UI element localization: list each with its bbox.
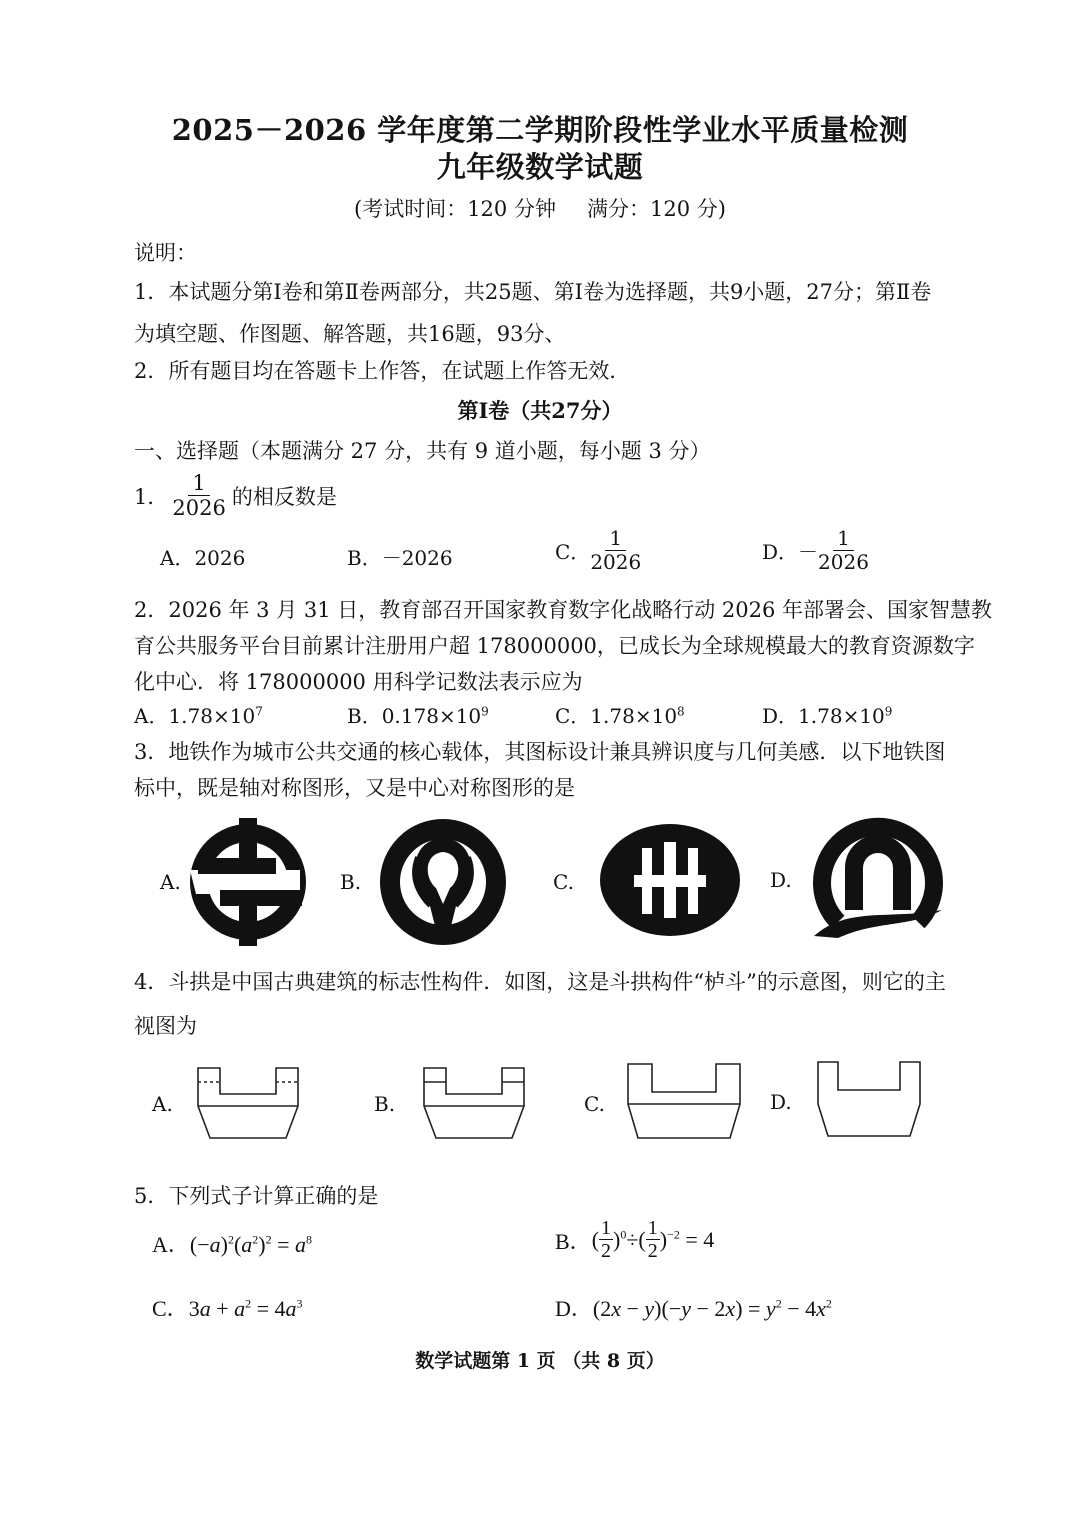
q3-label-d: D. xyxy=(770,868,792,892)
q1-option-c xyxy=(555,528,641,573)
q1-stem xyxy=(134,472,337,519)
q3-logo-c-icon xyxy=(598,820,742,940)
q3-line1: 3．地铁作为城市公共交通的核心载体，其图标设计兼具辨识度与几何美感．以下地铁图 xyxy=(134,740,946,764)
q4-line1: 4．斗拱是中国古典建筑的标志性构件．如图，这是斗拱构件“栌斗”的示意图，则它的主 xyxy=(134,970,946,994)
q2-option-d: D．$1.78\times 10^9$ xyxy=(762,704,893,728)
exam-time: (考试时间：120 分钟 xyxy=(354,197,556,221)
q5-option-b-label: B． xyxy=(555,1228,592,1254)
q3-label-a: A. xyxy=(160,870,181,894)
q2-line2: 育公共服务平台目前累计注册用户超 178000000，已成长为全球规模最大的教育资源数字 xyxy=(134,634,975,658)
exam-score: 满分：120 分) xyxy=(587,197,726,221)
q3-label-c: C. xyxy=(553,870,574,894)
instruction-1-line1: 1．本试题分第Ⅰ卷和第Ⅱ卷两部分，共25题、第Ⅰ卷为选择题，共9小题，27分；第Ⅱ卷 xyxy=(134,280,932,304)
q2-option-b: B．$0.178\times 10^9$ xyxy=(347,704,489,728)
instruction-2: 2．所有题目均在答题卡上作答，在试题上作答无效． xyxy=(134,359,631,383)
exam-subtitle: 九年级数学试题 xyxy=(436,150,644,184)
part1-heading: 第Ⅰ卷（共27分） xyxy=(457,398,623,423)
q1-option-d-label: D．－ xyxy=(762,540,819,564)
instructions-heading: 说明： xyxy=(134,241,197,265)
q1-number: 1． xyxy=(134,484,169,509)
q4-figure-d-icon xyxy=(814,1060,924,1140)
q4-label-a: A. xyxy=(152,1092,173,1116)
page-footer: 数学试题第 1 页 （共 8 页） xyxy=(415,1350,665,1372)
q1-option-c-numerator: 1 xyxy=(605,528,626,551)
q1-question: 的相反数是 xyxy=(231,484,337,509)
q2-line1: 2．2026 年 3 月 31 日，教育部召开国家教育数字化战略行动 2026 年部署会、国家智慧教 xyxy=(134,598,993,622)
q4-figure-c-icon xyxy=(626,1062,742,1142)
q1-option-d-numerator: 1 xyxy=(833,528,854,551)
q5-option-b: B． ( $\frac{1}{2}$ )$^0$÷( $\frac{1}{2}$ )$^{-2}$ = 4 xyxy=(555,1217,715,1262)
q5-option-d-label: D． xyxy=(555,1296,593,1321)
section-heading: 一、选择题（本题满分 27 分，共有 9 道小题，每小题 3 分） xyxy=(134,439,711,463)
q4-figure-a-icon xyxy=(196,1066,302,1142)
q5-option-a-label: A． xyxy=(152,1232,190,1257)
q5-option-a: A．$(-a)^2(a^2)^2 = a^8$ xyxy=(152,1232,313,1257)
q4-line2: 视图为 xyxy=(134,1014,197,1038)
q1-fraction-numerator: 1 xyxy=(188,472,209,496)
q1-option-d xyxy=(762,528,869,573)
q4-label-d: D. xyxy=(770,1090,792,1114)
q5-option-c: C．$3a + a^2 = 4a^3$ xyxy=(152,1296,303,1321)
instruction-1-line2: 为填空题、作图题、解答题，共16题，93分、 xyxy=(134,322,566,346)
q3-line2: 标中，既是轴对称图形，又是中心对称图形的是 xyxy=(134,776,575,800)
q5-option-c-label: C． xyxy=(152,1296,189,1321)
q1-option-a: A．2026 xyxy=(160,546,246,570)
q3-logo-b-icon xyxy=(380,818,506,946)
q1-option-d-denominator: 2026 xyxy=(818,550,869,574)
q3-logo-a-icon xyxy=(188,818,308,946)
q2-line3: 化中心．将 178000000 用科学记数法表示应为 xyxy=(134,670,583,694)
q1-option-c-label: C． xyxy=(555,540,591,564)
q4-figure-b-icon xyxy=(422,1066,528,1142)
q1-option-c-denominator: 2026 xyxy=(590,550,642,574)
q1-fraction-denominator: 2026 xyxy=(172,496,226,521)
q4-label-b: B. xyxy=(374,1092,396,1116)
q5-stem: 5．下列式子计算正确的是 xyxy=(134,1184,379,1208)
q2-option-a: A．$1.78\times 10^7$ xyxy=(134,704,263,728)
q3-label-b: B. xyxy=(340,870,362,894)
q1-option-b: B．－2026 xyxy=(347,546,453,570)
q1-option-c-fraction xyxy=(590,528,641,573)
q4-label-c: C. xyxy=(584,1092,605,1116)
q2-option-c: C．$1.78\times 10^8$ xyxy=(555,704,685,728)
q1-option-d-fraction xyxy=(818,528,869,573)
q5-option-d: D．$(2x - y)(-y - 2x) = y^2 - 4x^2$ xyxy=(555,1296,832,1321)
exam-title: 2025－2026 学年度第二学期阶段性学业水平质量检测 xyxy=(171,113,909,147)
q1-fraction xyxy=(172,472,225,519)
q3-logo-d-icon xyxy=(808,810,948,942)
